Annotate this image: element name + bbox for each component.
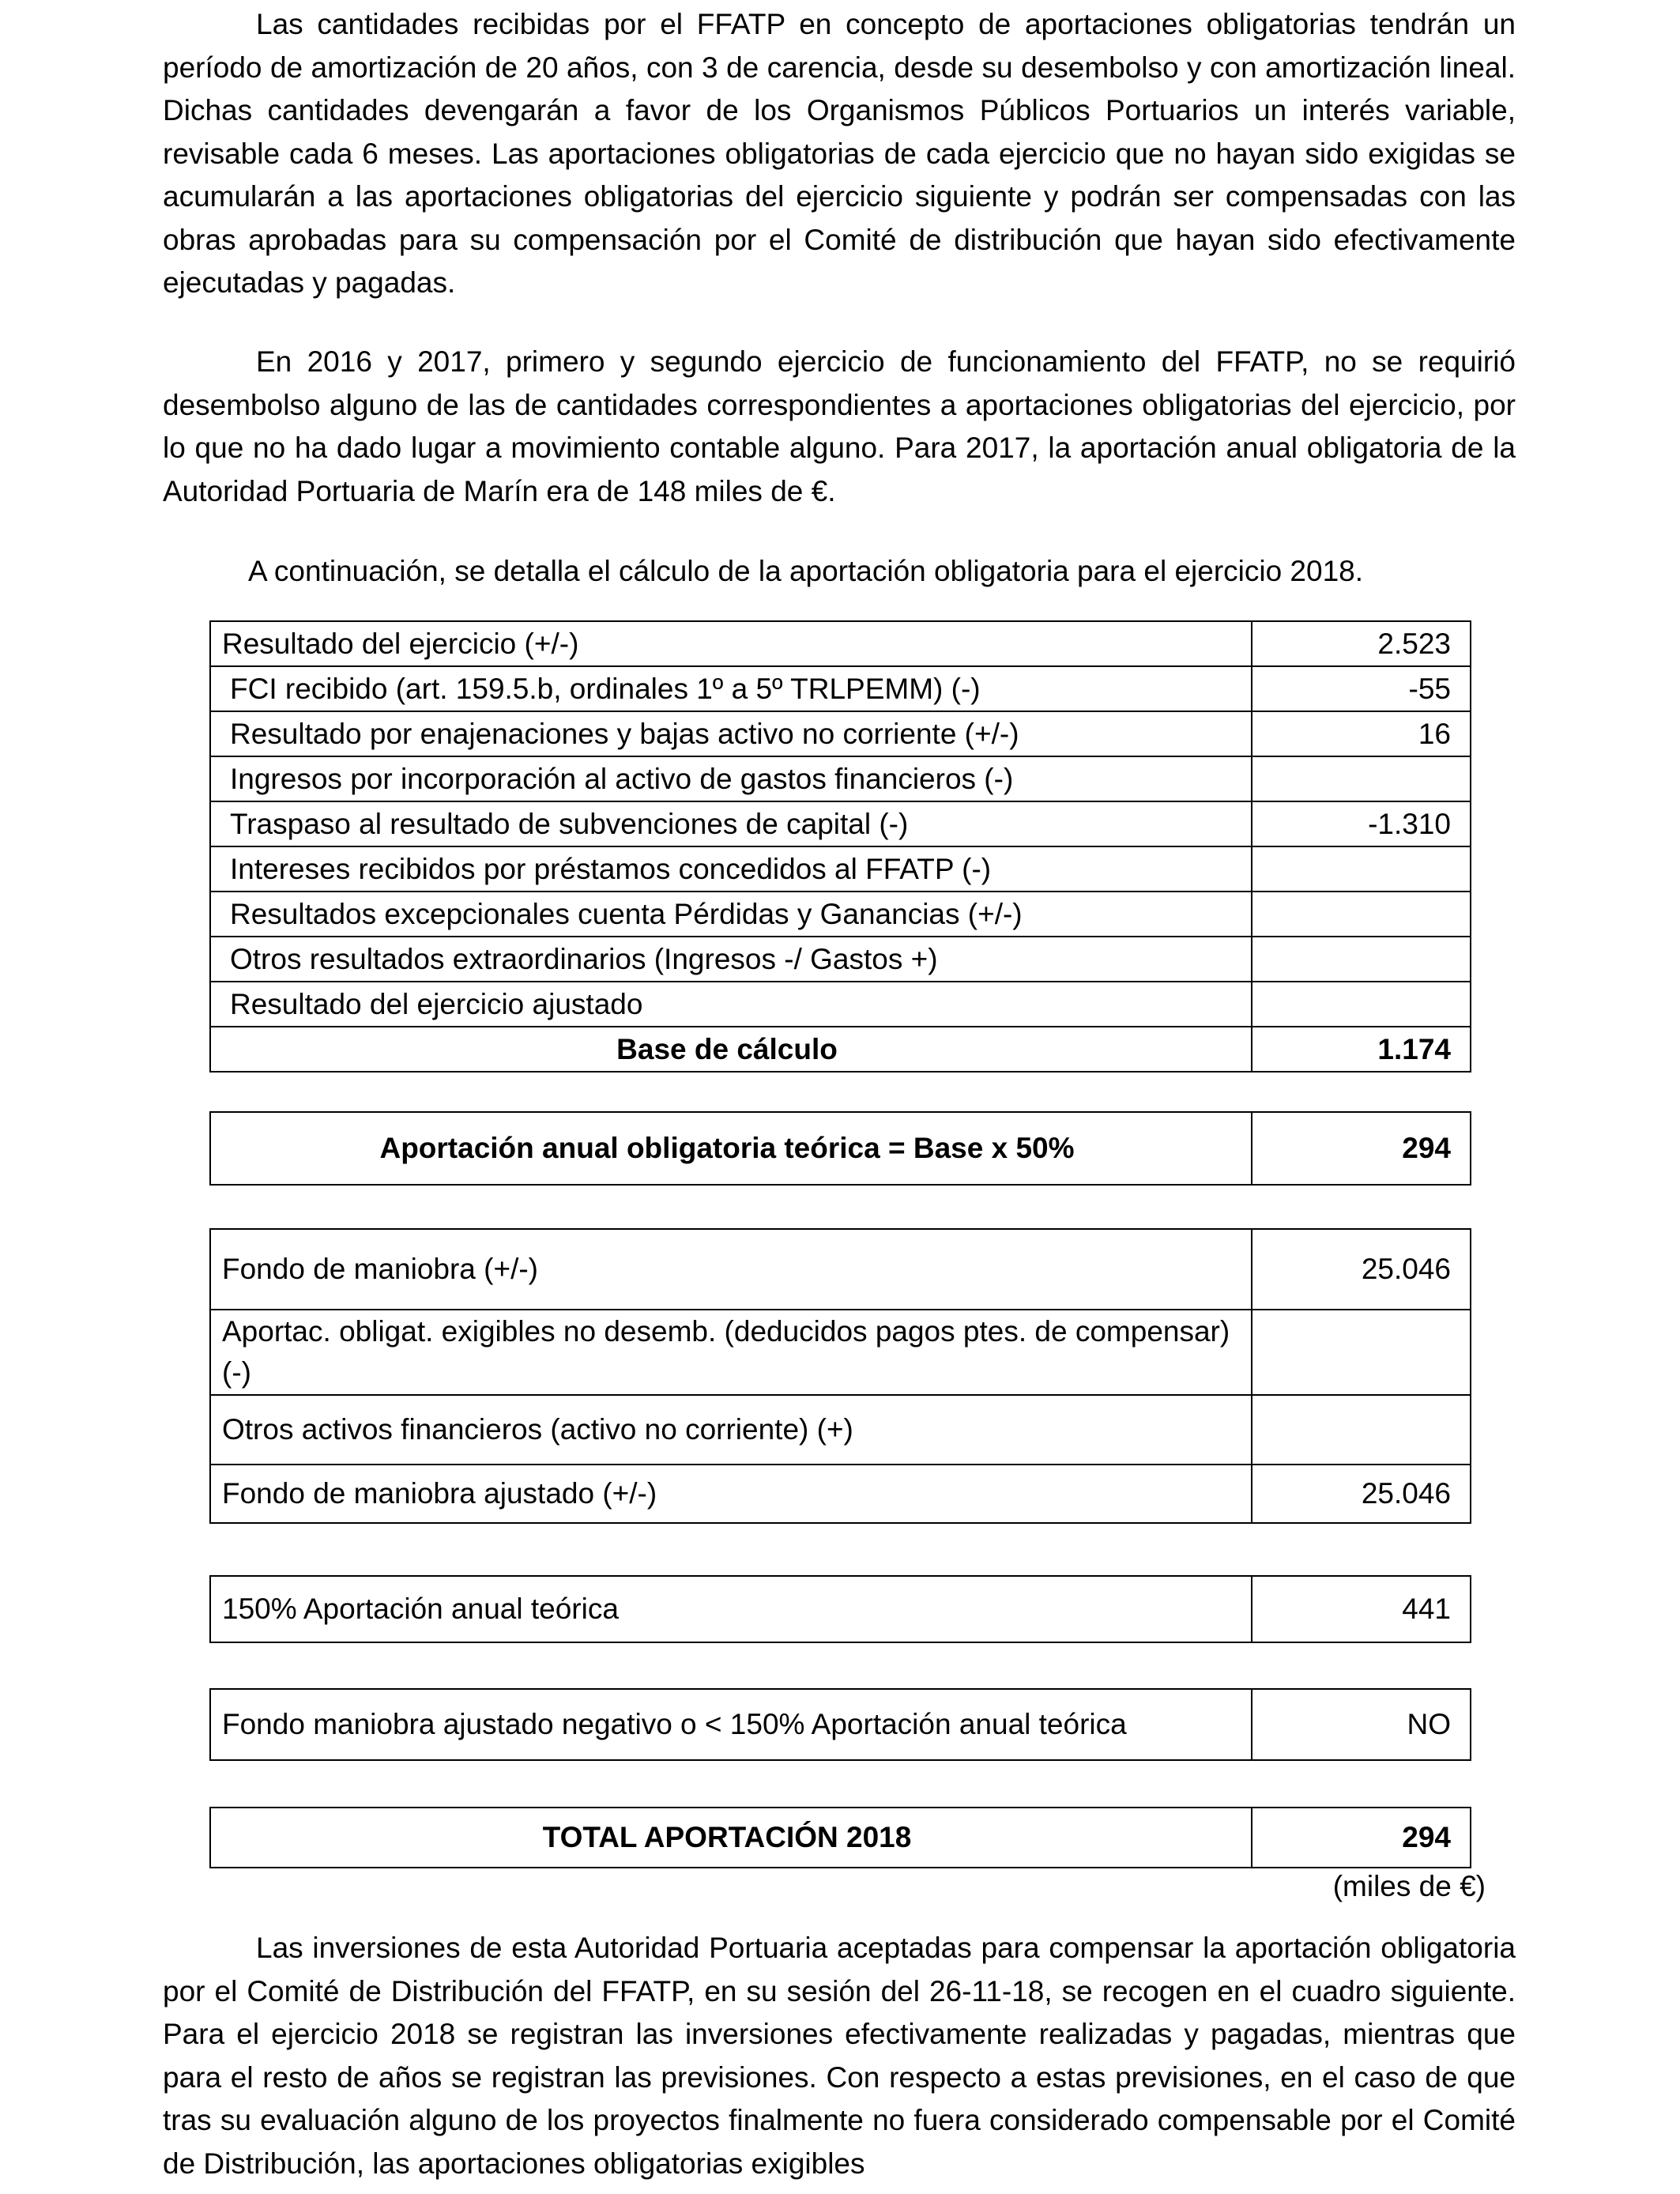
table-row bbox=[210, 846, 1471, 892]
table-row bbox=[210, 892, 1471, 937]
table-row-total bbox=[210, 1027, 1471, 1072]
base-row-label: Resultado por enajenaciones y bajas activo no corriente (+/-) bbox=[210, 711, 1252, 756]
base-row-label: Otros resultados extraordinarios (Ingresos -/ Gastos +) bbox=[210, 937, 1252, 982]
base-row-label: Ingresos por incorporación al activo de gastos financieros (-) bbox=[210, 756, 1252, 801]
aportacion-teorica-value: 294 bbox=[1252, 1112, 1471, 1185]
table-row bbox=[210, 1465, 1471, 1523]
fondo-row-label: Fondo de maniobra (+/-) bbox=[210, 1229, 1252, 1310]
table-row bbox=[210, 621, 1471, 666]
fondo-row-label: Fondo de maniobra ajustado (+/-) bbox=[210, 1465, 1252, 1523]
base-row-value bbox=[1252, 846, 1471, 892]
table-row bbox=[210, 756, 1471, 801]
fondo-row-label: Aportac. obligat. exigibles no desemb. (deducidos pagos ptes. de compensar) (-) bbox=[210, 1310, 1252, 1395]
base-row-value: -1.310 bbox=[1252, 801, 1471, 846]
base-row-value bbox=[1252, 937, 1471, 982]
table-check-fondo bbox=[209, 1688, 1471, 1761]
table-row bbox=[210, 1112, 1471, 1185]
paragraph-intro-table-text: A continuación, se detalla el cálculo de la aportación obligatoria para el ejercicio 2018. bbox=[248, 555, 1364, 587]
fondo-row-value bbox=[1252, 1395, 1471, 1465]
table-150-aportacion bbox=[209, 1575, 1471, 1643]
paragraph-intro-table bbox=[163, 550, 1516, 594]
paragraph-2016-2017 bbox=[163, 341, 1516, 513]
base-row-value bbox=[1252, 892, 1471, 937]
check-fondo-value: NO bbox=[1252, 1689, 1471, 1760]
base-row-label: Resultado del ejercicio (+/-) bbox=[210, 621, 1252, 666]
fondo-row-value: 25.046 bbox=[1252, 1465, 1471, 1523]
base-row-value bbox=[1252, 982, 1471, 1027]
base-calculo-value: 1.174 bbox=[1252, 1027, 1471, 1072]
aportacion-150-value: 441 bbox=[1252, 1576, 1471, 1642]
base-row-value: -55 bbox=[1252, 666, 1471, 711]
table-row bbox=[210, 1395, 1471, 1465]
total-aportacion-label: TOTAL APORTACIÓN 2018 bbox=[210, 1808, 1252, 1868]
table-row bbox=[210, 1689, 1471, 1760]
paragraph-amortization bbox=[163, 3, 1516, 305]
table-row bbox=[210, 711, 1471, 756]
paragraph-inversiones bbox=[163, 1927, 1516, 2185]
fondo-row-value bbox=[1252, 1310, 1471, 1395]
base-row-label: FCI recibido (art. 159.5.b, ordinales 1º a 5º TRLPEMM) (-) bbox=[210, 666, 1252, 711]
paragraph-2016-2017-text: En 2016 y 2017, primero y segundo ejercicio de funcionamiento del FFATP, no se requirió desembolso alguno de las de cantidades correspondientes a aportaciones obligatorias del ejercicio, por lo que no ha dado lugar a movimiento contable alguno. Para 2017, la aportación anual obligatoria de la Autoridad Portuaria de Marín era de 148 miles de €. bbox=[163, 345, 1516, 507]
check-fondo-label: Fondo maniobra ajustado negativo o < 150% Aportación anual teórica bbox=[210, 1689, 1252, 1760]
aportacion-150-label: 150% Aportación anual teórica bbox=[210, 1576, 1252, 1642]
table-row bbox=[210, 1808, 1471, 1868]
table-row bbox=[210, 666, 1471, 711]
table-row bbox=[210, 982, 1471, 1027]
table-base-calculo bbox=[209, 620, 1471, 1072]
aportacion-teorica-label: Aportación anual obligatoria teórica = Base x 50% bbox=[210, 1112, 1252, 1185]
table-row bbox=[210, 1229, 1471, 1310]
fondo-row-value: 25.046 bbox=[1252, 1229, 1471, 1310]
table-aportacion-teorica bbox=[209, 1111, 1471, 1186]
table-row bbox=[210, 1310, 1471, 1395]
base-row-label: Resultado del ejercicio ajustado bbox=[210, 982, 1252, 1027]
base-row-value: 2.523 bbox=[1252, 621, 1471, 666]
total-aportacion-value: 294 bbox=[1252, 1808, 1471, 1868]
paragraph-inversiones-text: Las inversiones de esta Autoridad Portuaria aceptadas para compensar la aportación obligatoria por el Comité de Distribución del FFATP, en su sesión del 26-11-18, se recogen en el cuadro siguiente. Para el ejercicio 2018 se registran las inversiones efectivamente realizadas y pagadas, mientras que para el resto de años se registran las previsiones. Con respecto a estas previsiones, en el caso de que tras su evaluación alguno de los proyectos finalmente no fuera considerado compensable por el Comité de Distribución, las aportaciones obligatorias exigibles bbox=[163, 1932, 1516, 2180]
base-row-value: 16 bbox=[1252, 711, 1471, 756]
table-fondo-maniobra bbox=[209, 1228, 1471, 1524]
fondo-row-label: Otros activos financieros (activo no corriente) (+) bbox=[210, 1395, 1252, 1465]
base-row-label: Traspaso al resultado de subvenciones de capital (-) bbox=[210, 801, 1252, 846]
paragraph-amortization-text: Las cantidades recibidas por el FFATP en concepto de aportaciones obligatorias tendrán un período de amortización de 20 años, con 3 de carencia, desde su desembolso y con amortización lineal. Dichas cantidades devengarán a favor de los Organismos Públicos Portuarios un interés variable, revisable cada 6 meses. Las aportaciones obligatorias de cada ejercicio que no hayan sido exigidas se acumularán a las aportaciones obligatorias del ejercicio siguiente y podrán ser compensadas con las obras aprobadas para su compensación por el Comité de distribución que hayan sido efectivamente ejecutadas y pagadas. bbox=[163, 8, 1516, 299]
table-row bbox=[210, 1576, 1471, 1642]
table-row bbox=[210, 801, 1471, 846]
table-row bbox=[210, 937, 1471, 982]
base-row-value bbox=[1252, 756, 1471, 801]
base-row-label: Resultados excepcionales cuenta Pérdidas y Ganancias (+/-) bbox=[210, 892, 1252, 937]
table-total-aportacion bbox=[209, 1807, 1471, 1868]
base-row-label: Intereses recibidos por préstamos concedidos al FFATP (-) bbox=[210, 846, 1252, 892]
units-note: (miles de €) bbox=[1332, 1870, 1486, 1902]
base-calculo-label: Base de cálculo bbox=[210, 1027, 1252, 1072]
